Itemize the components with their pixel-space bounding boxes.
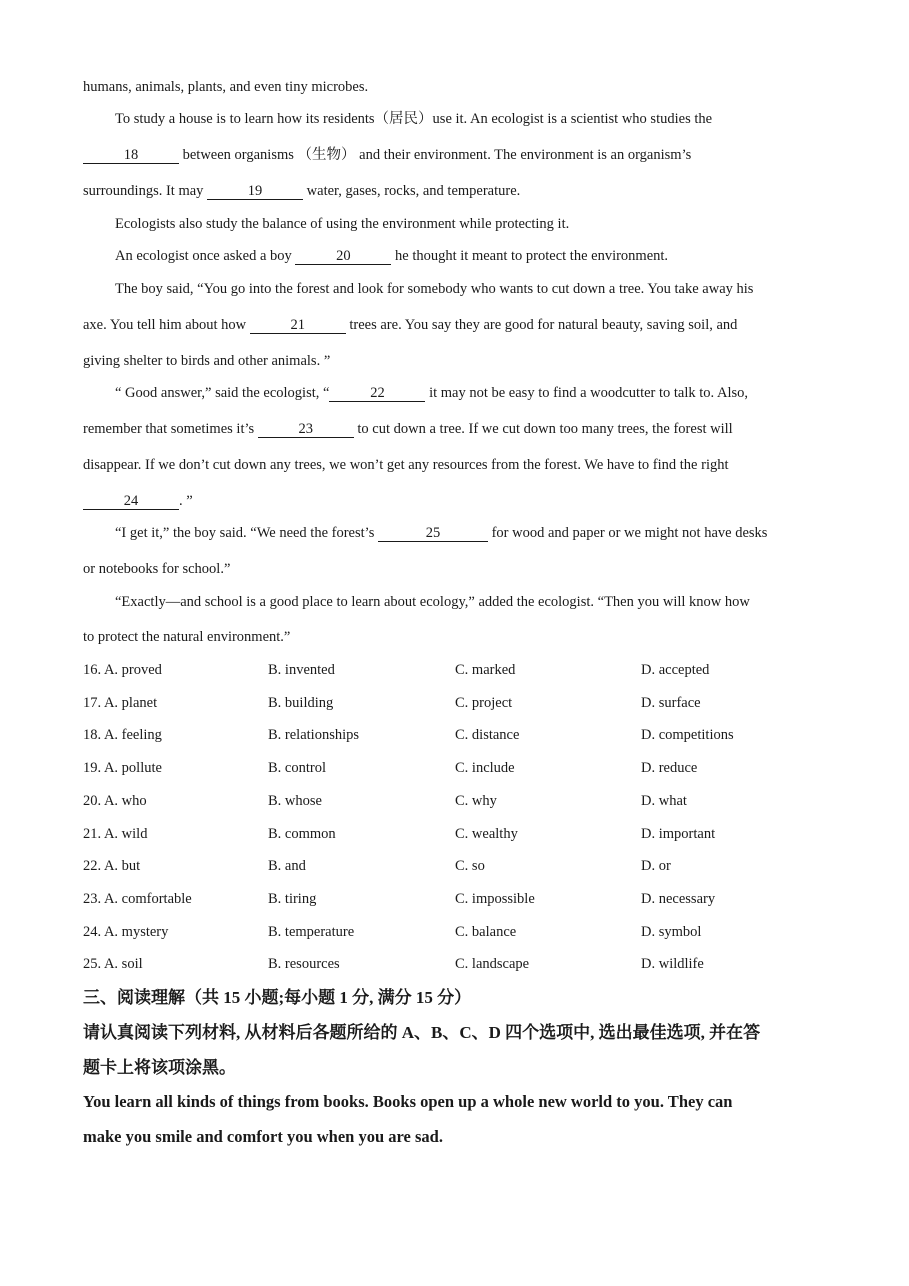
option-c: C. landscape [455, 956, 530, 972]
option-d: D. important [641, 826, 716, 842]
section-heading: 三、阅读理解（共 15 小题;每小题 1 分, 满分 15 分） [83, 988, 472, 1007]
passage-line [115, 247, 668, 265]
option-c: C. project [455, 695, 513, 711]
option-d: D. wildlife [641, 956, 704, 972]
blank-24: 24 [83, 493, 179, 510]
section-instruction: 请认真阅读下列材料, 从材料后各题所给的 A、B、C、D 四个选项中, 选出最佳选项, 并在答 [83, 1023, 761, 1042]
passage-line: Ecologists also study the balance of using the environment while protecting it. [115, 216, 570, 232]
section-instruction: 题卡上将该项涂黑。 [83, 1058, 236, 1077]
option-a: 22. A. but [83, 858, 141, 874]
passage-text: for wood and paper or we might not have desks [487, 525, 768, 541]
blank-18: 18 [83, 147, 179, 164]
passage-line [83, 316, 737, 334]
option-d: D. reduce [641, 760, 698, 776]
passage-text: remember that sometimes it’s [83, 421, 258, 437]
passage-line: disappear. If we don’t cut down any trees, we won’t get any resources from the forest. We have to find the right [83, 457, 729, 473]
reading-intro-line: make you smile and comfort you when you are sad. [83, 1127, 443, 1146]
option-c: C. why [455, 793, 497, 809]
passage-text: An ecologist once asked a boy [115, 248, 296, 264]
blank-22: 22 [329, 385, 425, 402]
passage-text: . ” [179, 493, 193, 509]
passage-text: surroundings. It may [83, 183, 208, 199]
passage-line [115, 384, 748, 402]
option-b: B. invented [268, 662, 335, 678]
passage-line: “Exactly—and school is a good place to learn about ecology,” added the ecologist. “Then you will know how [115, 594, 750, 610]
option-c: C. so [455, 858, 485, 874]
passage-line: or notebooks for school.” [83, 561, 231, 577]
option-b: B. tiring [268, 891, 317, 907]
option-d: D. what [641, 793, 687, 809]
option-b: B. whose [268, 793, 322, 809]
option-c: C. wealthy [455, 826, 518, 842]
reading-intro-line: You learn all kinds of things from books. Books open up a whole new world to you. They can [83, 1092, 733, 1111]
passage-line: The boy said, “You go into the forest and look for somebody who wants to cut down a tree. You take away his [115, 281, 754, 297]
option-b: B. common [268, 826, 336, 842]
option-d: D. competitions [641, 727, 734, 743]
option-b: B. and [268, 858, 306, 874]
option-d: D. surface [641, 695, 701, 711]
option-a: 20. A. who [83, 793, 147, 809]
option-a: 25. A. soil [83, 956, 143, 972]
blank-25: 25 [378, 525, 488, 542]
passage-text: between organisms （生物） and their environment. The environment is an organism’s [179, 147, 692, 163]
passage-line [83, 146, 691, 164]
passage-line: giving shelter to birds and other animals. ” [83, 353, 331, 369]
passage-line: to protect the natural environment.” [83, 629, 291, 645]
blank-23: 23 [258, 421, 354, 438]
passage-text: “ Good answer,” said the ecologist, “ [115, 385, 330, 401]
passage-text: water, gases, rocks, and temperature. [303, 183, 521, 199]
option-c: C. impossible [455, 891, 535, 907]
passage-line [83, 182, 520, 200]
option-c: C. include [455, 760, 515, 776]
option-a: 19. A. pollute [83, 760, 162, 776]
option-b: B. relationships [268, 727, 360, 743]
blank-21: 21 [250, 317, 346, 334]
passage-line [83, 420, 733, 438]
passage-line: To study a house is to learn how its residents（居民）use it. An ecologist is a scientist who studies the [115, 111, 713, 127]
passage-line [83, 492, 193, 510]
option-a: 23. A. comfortable [83, 891, 192, 907]
passage-text: trees are. You say they are good for natural beauty, saving soil, and [345, 317, 738, 333]
option-a: 18. A. feeling [83, 727, 162, 743]
option-d: D. accepted [641, 662, 710, 678]
blank-19: 19 [207, 183, 303, 200]
passage-line [115, 524, 767, 542]
option-a: 21. A. wild [83, 826, 148, 842]
option-b: B. resources [268, 956, 340, 972]
option-a: 17. A. planet [83, 695, 158, 711]
passage-line: humans, animals, plants, and even tiny microbes. [83, 79, 369, 95]
passage-text: axe. You tell him about how [83, 317, 250, 333]
passage-text: to cut down a tree. If we cut down too many trees, the forest will [353, 421, 733, 437]
option-c: C. distance [455, 727, 520, 743]
option-a: 16. A. proved [83, 662, 162, 678]
passage-text: it may not be easy to find a woodcutter to talk to. Also, [425, 385, 749, 401]
option-d: D. symbol [641, 924, 702, 940]
option-d: D. or [641, 858, 671, 874]
option-b: B. control [268, 760, 326, 776]
blank-20: 20 [295, 248, 391, 265]
passage-text: “I get it,” the boy said. “We need the forest’s [115, 525, 378, 541]
option-d: D. necessary [641, 891, 716, 907]
option-c: C. balance [455, 924, 517, 940]
option-b: B. building [268, 695, 334, 711]
option-a: 24. A. mystery [83, 924, 169, 940]
option-c: C. marked [455, 662, 516, 678]
passage-text: he thought it meant to protect the environment. [391, 248, 669, 264]
option-b: B. temperature [268, 924, 355, 940]
